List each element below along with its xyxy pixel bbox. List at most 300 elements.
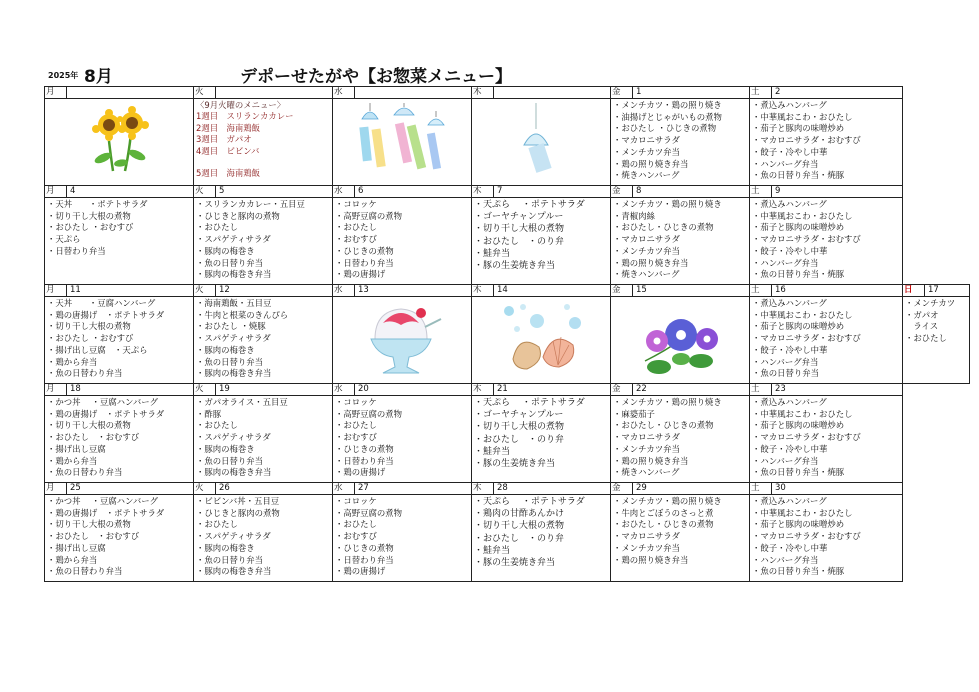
menu-item: ・かつ丼 ・豆腐ハンバーグ [47,397,158,407]
menu-item: ・魚の日替り弁当 [196,257,263,268]
empty-cell [903,186,970,198]
notice-item: 5週目 海南鶏飯 [196,168,260,179]
menu-item: ・メンチカツ弁当 [613,245,680,256]
menu-list [472,396,610,470]
day-header [45,384,194,396]
weekday-label: 火 [195,384,216,395]
weekday-label: 水 [334,186,355,197]
weekday-label: 月 [46,483,67,494]
day-menu-cell [194,495,333,582]
menu-item: ・鶏の照り焼き弁当 [613,158,689,169]
menu-item: ・日替わり弁当 [47,245,106,256]
day-menu-cell [45,495,194,582]
menu-list [333,495,471,578]
menu-list [750,495,902,578]
date-number: 23 [775,384,786,394]
menu-item: ・餃子・冷やし中華 [752,443,828,454]
menu-item: ・茄子と豚肉の味噌炒め [752,222,845,233]
menu-item: ライス [905,321,939,332]
day-menu-cell [611,396,750,483]
day-header [194,87,333,99]
day-menu-cell [194,99,333,186]
menu-item: ・マカロニサラダ [613,135,680,146]
menu-item: ・切り干し大根の煮物 [47,519,131,530]
empty-cell [903,396,970,483]
date-number: 13 [358,285,369,295]
menu-item: ・ひじきの煮物 [335,245,394,256]
menu-item: ・鮭弁当 [474,248,511,259]
empty-cell [903,495,970,582]
weekday-label: 木 [473,186,494,197]
menu-item: ・天丼 ・ポテトサラダ [47,199,148,209]
menu-item: ・牛肉と根菜のきんぴら [196,309,289,320]
menu-item: ・餃子・冷やし中華 [752,542,828,553]
menu-item: ・鶏の唐揚げ [335,467,386,478]
menu-item: ・魚の日替わり弁当 [47,368,123,379]
menu-item: ・おひたし ・のり弁 [474,533,565,544]
menu-item: ・コロッケ [335,496,377,506]
menu-item: ・豚の生姜焼き弁当 [474,558,556,569]
menu-item: ・スパゲティサラダ [196,531,271,542]
weekday-label: 土 [751,483,772,494]
page-title: デポーせたがや【お惣菜メニュー】 [240,67,512,87]
wind-bell-illustration [506,103,576,181]
menu-item: ・かつ丼 ・豆腐ハンバーグ [47,496,158,506]
date-number: 9 [775,186,781,196]
menu-item: ・スパゲティサラダ [196,333,271,344]
weekday-label: 木 [473,87,494,98]
day-menu-cell [611,99,750,186]
week-body-row [45,495,970,582]
menu-item: ・鶏の唐揚げ ・ポテトサラダ [47,408,165,419]
day-menu-cell [333,99,472,186]
empty-cell [903,384,970,396]
date-number: 30 [775,483,786,493]
menu-item: ・メンチカツ弁当 [613,443,680,454]
day-menu-cell [750,198,903,285]
date-number: 20 [358,384,369,394]
menu-item: ・焼きハンバーグ [613,170,680,181]
menu-item: ・豚肉の梅巻き弁当 [196,566,272,577]
menu-list [611,495,749,566]
date-number: 28 [497,483,508,493]
menu-item: ・コロッケ [335,199,377,209]
menu-item: ・ハンバーグ弁当 [752,356,819,367]
day-header [333,186,472,198]
menu-item: ・茄子と豚肉の味噌炒め [752,420,845,431]
menu-item: ・高野豆腐の煮物 [335,408,402,419]
day-header [472,384,611,396]
menu-item: ・おひたし [196,519,238,530]
weekday-label: 金 [612,87,633,98]
menu-item: ・豚肉の梅巻き [196,542,255,553]
day-header [750,483,903,495]
date-number: 15 [636,285,647,295]
menu-item: ・おむすび [335,531,377,542]
menu-item: ・酢豚 [196,408,222,419]
menu-item: ・おひたし [335,420,377,431]
menu-item: ・茄子と豚肉の味噌炒め [752,123,845,134]
weekday-label: 木 [473,285,494,296]
menu-item: ・魚の日替り弁当 [196,356,263,367]
day-header [472,285,611,297]
menu-item: ・おひたし ・おむすび [47,333,134,344]
menu-item: ・コロッケ [335,397,377,407]
month-label: 8月 [84,67,113,87]
menu-item: ・天ぷら [47,234,81,245]
menu-item: ・スパゲティサラダ [196,432,271,443]
date-number: 14 [497,285,508,295]
menu-item: ・鶏から弁当 [47,356,98,367]
date-number: 6 [358,186,364,196]
sunflower-illustration [79,103,159,173]
day-menu-cell [750,99,903,186]
menu-item: ・中華風おこわ・おひたし [752,507,853,518]
weekday-label: 月 [46,285,67,296]
menu-item: ・揚げ出し豆腐 [47,443,106,454]
date-number: 22 [636,384,647,394]
day-header [45,87,194,99]
menu-item: ・煮込みハンバーグ [752,100,827,110]
menu-item: ・鮭弁当 [474,545,511,556]
day-header [611,285,750,297]
day-header [611,483,750,495]
menu-item: ・おひたし [196,420,238,431]
menu-item: ・揚げ出し豆腐 [47,542,106,553]
weekday-label: 土 [751,186,772,197]
weekday-label: 日 [904,285,925,296]
menu-item: ・おむすび [335,234,377,245]
day-menu-cell [472,396,611,483]
menu-item: ・鶏の唐揚げ ・ポテトサラダ [47,507,165,518]
menu-item: ・メンチカツ・鶏の照り焼き [613,100,722,110]
morning-glory-illustration [635,301,725,379]
day-menu-cell [472,99,611,186]
menu-list [611,99,749,182]
menu-item: ・鶏肉の甘酢あんかけ [474,509,565,520]
date-number: 16 [775,285,786,295]
page-header [44,62,904,86]
day-header [750,186,903,198]
menu-item: ・揚げ出し豆腐 ・天ぷら [47,344,148,355]
empty-cell [903,198,970,285]
weekday-label: 月 [46,384,67,395]
menu-item: ・ひじきの煮物 [335,542,394,553]
day-header [472,186,611,198]
menu-item: ・ビビンバ丼・五目豆 [196,496,280,506]
date-number: 25 [70,483,81,493]
date-number: 29 [636,483,647,493]
menu-item: ・豚肉の梅巻き弁当 [196,368,272,379]
menu-item: ・高野豆腐の煮物 [335,507,402,518]
menu-item: ・おひたし・ひじきの煮物 [613,420,714,431]
menu-item: ・油揚げとじゃがいもの煮物 [613,111,722,122]
menu-list [750,297,902,380]
day-header [333,87,472,99]
menu-item: ・切り干し大根の煮物 [47,210,131,221]
menu-item: ・煮込みハンバーグ [752,397,827,407]
day-header [750,285,903,297]
week-body-row [45,297,970,384]
weekday-label: 金 [612,285,633,296]
day-header [194,186,333,198]
day-header [472,87,611,99]
menu-item: ・中華風おこわ・おひたし [752,309,853,320]
menu-item: ・メンチカツ・鶏の照り焼き [613,199,722,209]
menu-item: ・天ぷら ・ポテトサラダ [474,200,585,210]
day-header [750,87,903,99]
menu-item: ・ハンバーグ弁当 [752,554,819,565]
menu-item: ・マカロニサラダ [613,432,680,443]
weekday-label: 水 [334,87,355,98]
day-header [472,483,611,495]
date-number: 5 [219,186,225,196]
menu-item: ・高野豆腐の煮物 [335,210,402,221]
day-menu-cell [333,495,472,582]
menu-item: ・茄子と豚肉の味噌炒め [752,519,845,530]
weekday-label: 月 [46,186,67,197]
notice-heading: 〈9月火曜のメニュー〉 [196,100,286,110]
menu-item: ・煮込みハンバーグ [752,496,827,506]
menu-item: ・海南鶏飯・五目豆 [196,298,272,308]
menu-item: ・天ぷら ・ポテトサラダ [474,398,585,408]
menu-item: ・魚の日替わり弁当 [47,467,123,478]
day-menu-cell [472,297,611,384]
seashells-illustration [497,301,585,379]
date-number: 4 [70,186,76,196]
menu-item: ・マカロニサラダ [613,234,680,245]
menu-item: ・煮込みハンバーグ [752,199,827,209]
menu-list [903,297,969,345]
menu-item: ・メンチカツ・鶏の照り焼き [613,397,722,407]
menu-item: ・天ぷら ・ポテトサラダ [474,497,585,507]
wind-chimes-illustration [344,103,460,181]
menu-item: ・鶏の唐揚げ [335,566,386,577]
menu-item: ・おひたし・ひじきの煮物 [613,519,714,530]
menu-calendar [44,86,970,582]
menu-item: ・魚の日替り弁当 [196,455,263,466]
menu-item: ・煮込みハンバーグ [752,298,827,308]
menu-item: ・鶏の照り焼き弁当 [613,554,689,565]
menu-item: ・切り干し大根の煮物 [474,224,565,235]
menu-item: ・切り干し大根の煮物 [474,521,565,532]
date-number: 27 [358,483,369,493]
menu-item: ・マカロニサラダ [613,531,680,542]
menu-item: ・豚肉の梅巻き [196,443,255,454]
menu-list [333,396,471,479]
menu-item: ・豚肉の梅巻き弁当 [196,467,272,478]
menu-item: ・ガパオ [905,309,939,320]
menu-item: ・餃子・冷やし中華 [752,344,828,355]
menu-item: ・魚の日替り弁当・焼豚 [752,467,845,478]
day-header [45,483,194,495]
menu-item: ・豚の生姜焼き弁当 [474,261,556,272]
menu-item: ・おひたし ・焼豚 [196,321,266,332]
week-header-row [45,186,970,198]
menu-item: ・おひたし・ひじきの煮物 [613,222,714,233]
week-header-row [45,384,970,396]
notice-item [196,157,332,168]
menu-list [333,198,471,281]
date-number: 18 [70,384,81,394]
weekday-label: 金 [612,186,633,197]
menu-item: ・鮭弁当 [474,446,511,457]
menu-item: ・おひたし [905,333,947,344]
menu-item: ・おひたし ・おむすび [47,531,140,542]
empty-cell [903,483,970,495]
menu-list [194,198,332,281]
weekday-label: 土 [751,285,772,296]
date-number: 1 [636,87,642,97]
day-header [611,384,750,396]
menu-item: ・マカロニサラダ・おむすび [752,135,861,146]
weekday-label: 水 [334,285,355,296]
date-number: 26 [219,483,230,493]
menu-item: ・豚肉の梅巻き弁当 [196,269,272,280]
menu-item: ・鶏から弁当 [47,554,98,565]
menu-item: ・マカロニサラダ・おむすび [752,333,861,344]
menu-item: ・ハンバーグ弁当 [752,257,819,268]
menu-item: ・メンチカツ弁当 [613,542,680,553]
day-menu-cell [45,99,194,186]
weekday-label: 土 [751,384,772,395]
notice-item: 1週目 スリランカカレー [196,111,294,122]
day-header [750,384,903,396]
day-menu-cell [45,396,194,483]
menu-item: ・おひたし ・のり弁 [474,236,565,247]
weekday-label: 水 [334,483,355,494]
date-number: 7 [497,186,503,196]
menu-item: ・ひじきの煮物 [335,443,394,454]
day-header [45,285,194,297]
date-number: 19 [219,384,230,394]
date-number: 2 [775,87,781,97]
menu-item: ・中華風おこわ・おひたし [752,210,853,221]
menu-item: ・餃子・冷やし中華 [752,245,828,256]
day-header [194,384,333,396]
day-menu-cell [611,297,750,384]
day-menu-cell [333,198,472,285]
menu-list [194,396,332,479]
menu-item: ・メンチカツ [905,298,956,308]
menu-item: ・おむすび [335,432,377,443]
menu-item: ・日替わり弁当 [335,257,394,268]
menu-item: ・スリランカカレー・五目豆 [196,199,305,209]
menu-list [45,495,193,578]
menu-item: ・マカロニサラダ・おむすび [752,531,861,542]
day-header [45,186,194,198]
menu-item: ・スパゲティサラダ [196,234,271,245]
week-header-row [45,285,970,297]
day-header [333,384,472,396]
menu-item: ・マカロニサラダ・おむすび [752,234,861,245]
menu-list [750,99,902,182]
menu-item: ・牛肉とごぼうのさっと煮 [613,507,714,518]
day-menu-cell [194,297,333,384]
menu-item: ・ガパオライス・五目豆 [196,397,288,407]
day-menu-cell [194,396,333,483]
date-number: 12 [219,285,230,295]
weekday-label: 火 [195,186,216,197]
menu-item: ・おひたし ・おむすび [47,222,134,233]
menu-item: ・麻婆茄子 [613,408,655,419]
menu-item: ・天丼 ・豆腐ハンバーグ [47,298,156,308]
day-header [333,483,472,495]
empty-cell [903,87,970,99]
menu-item: ・中華風おこわ・おひたし [752,408,853,419]
day-menu-cell [903,297,970,384]
week-header-row [45,87,970,99]
weekday-label: 水 [334,384,355,395]
day-menu-cell [750,297,903,384]
weekday-label: 火 [195,483,216,494]
day-menu-cell [472,198,611,285]
week-body-row [45,198,970,285]
weekday-label: 木 [473,483,494,494]
menu-item: ・おひたし [335,222,377,233]
menu-item: ・おひたし [196,222,238,233]
menu-item: ・おひたし ・のり弁 [474,434,565,445]
weekday-label: 火 [195,285,216,296]
menu-item: ・魚の日替り弁当・焼豚 [752,269,845,280]
menu-item: ・豚肉の梅巻き [196,344,255,355]
notice-item: 2週目 海南鶏飯 [196,122,260,133]
menu-list [472,198,610,272]
menu-item: ・メンチカツ弁当 [613,146,680,157]
week-body-row [45,396,970,483]
menu-item: ・日替わり弁当 [335,455,394,466]
menu-list [750,396,902,479]
menu-list [472,495,610,569]
shaved-ice-illustration [361,301,443,381]
week-body-row [45,99,970,186]
menu-item: ・鶏の唐揚げ [335,269,386,280]
weekday-label: 月 [46,87,67,98]
notice-item: 3週目 ガパオ [196,134,252,145]
menu-item: ・魚の日替り弁当・焼豚 [752,566,845,577]
day-menu-cell [333,396,472,483]
menu-list [45,198,193,258]
menu-item: ・切り干し大根の煮物 [47,321,131,332]
day-header [194,483,333,495]
date-number: 8 [636,186,642,196]
menu-item: ・豚の生姜焼き弁当 [474,459,556,470]
menu-item: ・おひたし ・ひじきの煮物 [613,123,717,134]
menu-item: ・ハンバーグ弁当 [752,158,819,169]
year-label: 2025年 [48,71,79,80]
menu-item: ・メンチカツ・鶏の照り焼き [613,496,722,506]
day-menu-cell [611,198,750,285]
week-header-row [45,483,970,495]
menu-item: ・日替わり弁当 [335,554,394,565]
date-number: 17 [928,285,939,295]
menu-list [611,396,749,479]
menu-item: ・魚の日替り弁当 [196,554,263,565]
notice-item: 4週目 ビビンバ [196,145,260,156]
menu-item: ・鶏の唐揚げ ・ポテトサラダ [47,309,165,320]
weekday-label: 金 [612,483,633,494]
september-tuesday-notice [194,99,332,180]
menu-item: ・ハンバーグ弁当 [752,455,819,466]
menu-item: ・鶏から弁当 [47,455,98,466]
menu-item: ・切り干し大根の煮物 [474,422,565,433]
day-menu-cell [194,198,333,285]
menu-item: ・ゴーヤチャンプルー [474,410,564,421]
day-menu-cell [472,495,611,582]
menu-item: ・焼きハンバーグ [613,269,680,280]
date-number: 11 [70,285,81,295]
weekday-label: 火 [195,87,216,98]
